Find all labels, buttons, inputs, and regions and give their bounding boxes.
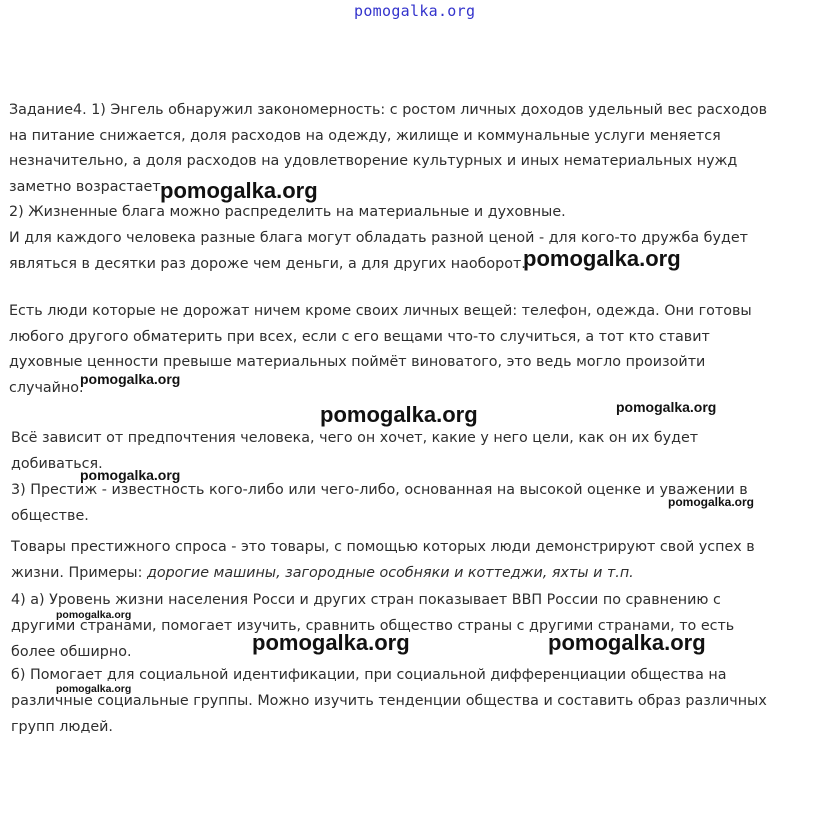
prestige-goods-text: Товары престижного спроса - это товары, с помощью которых люди демонстрируют свой успех в жизни. Примеры: <box>11 539 755 581</box>
watermark: pomogalka.org <box>523 246 681 271</box>
prestige-goods-examples: дорогие машины, загородные особняки и коттеджи, яхты и т.п. <box>146 565 634 581</box>
paragraph-task-4a: 4) а) Уровень жизни населения Росси и других стран показывает ВВП России по сравнению с другими странами, помогает изучить, сравнить общество страны с другими странами, то есть более обширно. <box>11 592 735 660</box>
watermark: pomogalka.org <box>80 371 181 387</box>
watermark: pomogalka.org <box>80 467 181 483</box>
paragraph-people-values: Есть люди которые не дорожат ничем кроме своих личных вещей: телефон, одежда. Они готовы любого другого обматерить при всех, если с его вещами что-то случиться, а тот кто ставит духовные ценности превыше материальных поймёт виноватого, это ведь могло произойти случайно. <box>9 303 752 396</box>
watermark: pomogalka.org <box>548 630 706 655</box>
watermark: pomogalka.org <box>56 683 132 695</box>
watermark: pomogalka.org <box>320 402 478 427</box>
watermark: pomogalka.org <box>56 609 132 621</box>
watermark: pomogalka.org <box>252 630 410 655</box>
paragraph-task-4b: б) Помогает для социальной идентификации, при социальной дифференциации общества на различные социальные группы. Можно изучить тенденции общества и составить образ различных групп людей. <box>11 667 767 735</box>
paragraph-prestige-goods <box>11 534 801 586</box>
paragraph-preference-prestige: Всё зависит от предпочтения человека, чего он хочет, какие у него цели, как он их будет добиваться. 3) Престиж - известность кого-либо или чего-либо, основанная на высокой оценке и уважении в обществе. <box>11 430 748 524</box>
watermark: pomogalka.org <box>616 399 717 415</box>
header-watermark: pomogalka.org <box>354 2 476 20</box>
watermark: pomogalka.org <box>160 178 318 203</box>
watermark: pomogalka.org <box>668 495 755 509</box>
paragraph-task-1-2: Задание4. 1) Энгель обнаружил закономерность: с ростом личных доходов удельный вес расходов на питание снижается, доля расходов на одежду, жилище и коммунальные услуги меняется незначительно, а доля расходов на удовлетворение культурных и иных нематериальных нужд заметно возрастает. 2) Жизненные блага можно распределить на материальные и духовные. И для каждого человека разные блага могут обладать разной ценой - для кого-то дружба будет являться в десятки раз дороже чем деньги, а для других наоборот. <box>9 102 768 272</box>
